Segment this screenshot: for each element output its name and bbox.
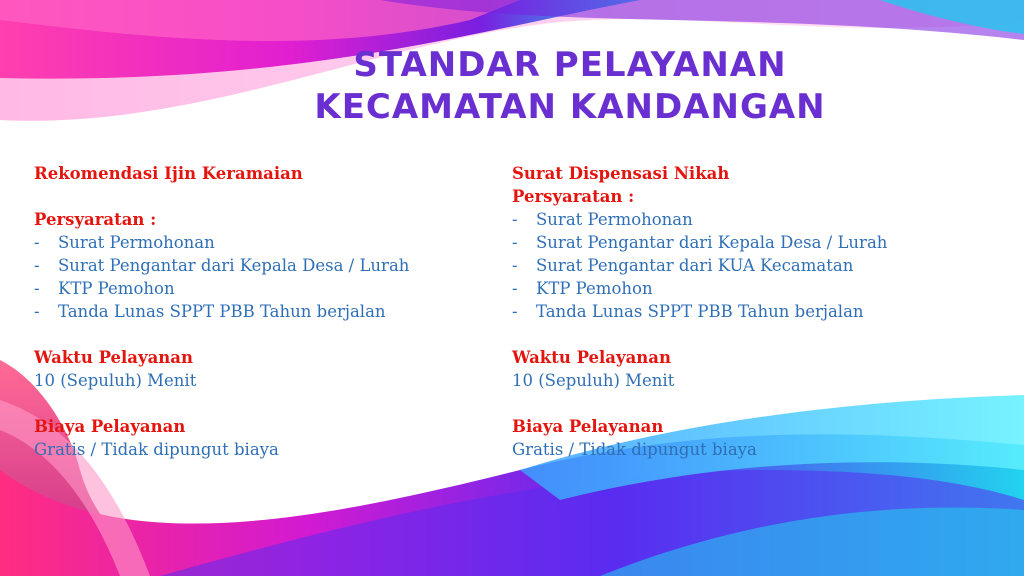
list-item (34, 231, 504, 254)
list-item-text: Surat Pengantar dari KUA Kecamatan (536, 256, 854, 275)
list-item-text: Surat Pengantar dari Kepala Desa / Lurah (58, 256, 410, 275)
spacer (34, 323, 504, 346)
bullet-dash: - (34, 233, 40, 252)
service-time-heading: Waktu Pelayanan (34, 348, 193, 367)
list-item-text: Tanda Lunas SPPT PBB Tahun berjalan (58, 302, 386, 321)
list-item (512, 254, 982, 277)
service-cost-value: Gratis / Tidak dipungut biaya (34, 440, 279, 459)
bullet-dash: - (512, 279, 518, 298)
requirements-heading: Persyaratan : (512, 187, 635, 206)
service-heading: Surat Dispensasi Nikah (512, 164, 730, 183)
title-line-2: KECAMATAN KANDANGAN (314, 87, 826, 127)
requirements-heading: Persyaratan : (34, 210, 157, 229)
spacer (34, 185, 504, 208)
list-item (512, 208, 982, 231)
service-cost-heading: Biaya Pelayanan (512, 417, 664, 436)
service-time-value: 10 (Sepuluh) Menit (34, 371, 197, 390)
service-time-value: 10 (Sepuluh) Menit (512, 371, 675, 390)
bullet-dash: - (34, 302, 40, 321)
list-item (512, 231, 982, 254)
title-line-1: STANDAR PELAYANAN (353, 45, 787, 85)
list-item-text: Surat Pengantar dari Kepala Desa / Lurah (536, 233, 888, 252)
bullet-dash: - (34, 256, 40, 275)
list-item-text: KTP Pemohon (536, 279, 653, 298)
requirements-list (34, 231, 504, 323)
list-item (512, 300, 982, 323)
slide-title (270, 44, 870, 128)
service-cost-heading: Biaya Pelayanan (34, 417, 186, 436)
bullet-dash: - (512, 210, 518, 229)
service-time-heading: Waktu Pelayanan (512, 348, 671, 367)
service-column-right (512, 162, 982, 461)
bullet-dash: - (512, 256, 518, 275)
service-cost-value: Gratis / Tidak dipungut biaya (512, 440, 757, 459)
service-column-left (34, 162, 504, 461)
bullet-dash: - (512, 233, 518, 252)
service-heading: Rekomendasi Ijin Keramaian (34, 164, 303, 183)
requirements-list (512, 208, 982, 323)
spacer (512, 323, 982, 346)
spacer (34, 392, 504, 415)
spacer (512, 392, 982, 415)
list-item-text: KTP Pemohon (58, 279, 175, 298)
list-item (34, 300, 504, 323)
bullet-dash: - (512, 302, 518, 321)
list-item-text: Tanda Lunas SPPT PBB Tahun berjalan (536, 302, 864, 321)
list-item-text: Surat Permohonan (536, 210, 693, 229)
bullet-dash: - (34, 279, 40, 298)
list-item (34, 254, 504, 277)
list-item (512, 277, 982, 300)
list-item (34, 277, 504, 300)
list-item-text: Surat Permohonan (58, 233, 215, 252)
